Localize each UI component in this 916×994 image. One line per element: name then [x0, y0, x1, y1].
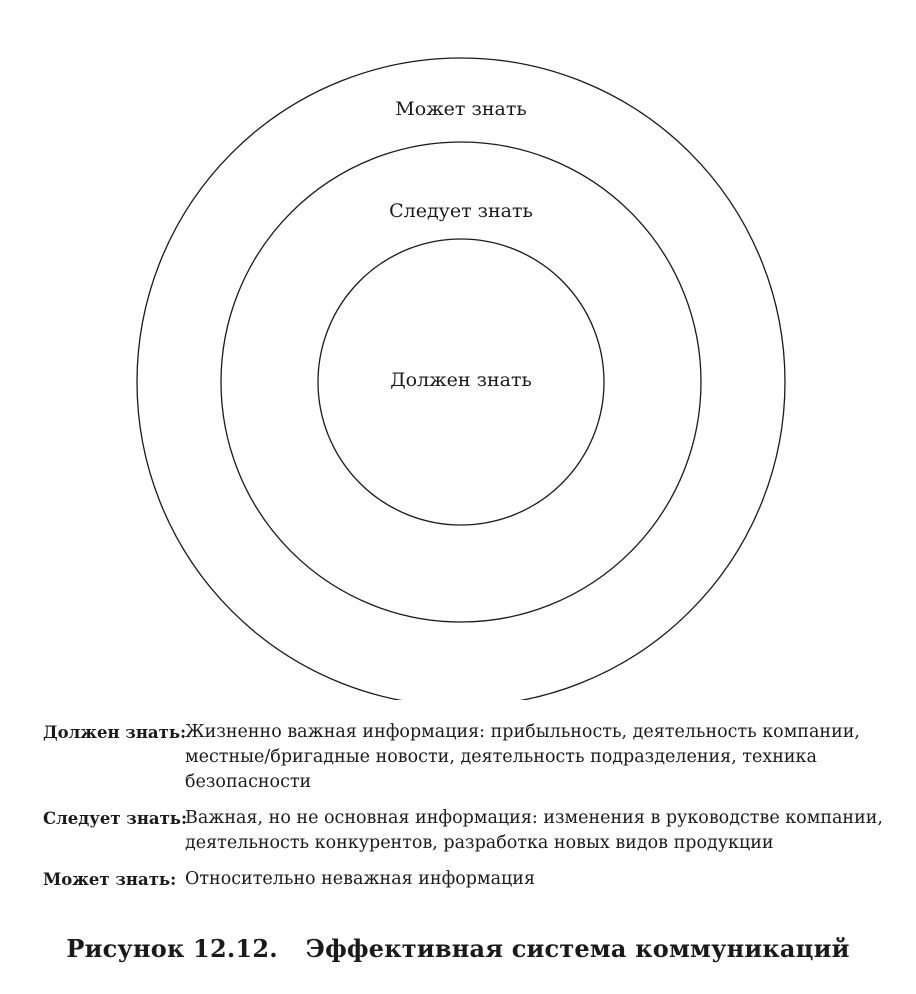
middle-circle-label: Следует знать	[389, 200, 533, 222]
figure-caption	[0, 934, 916, 963]
figure-number: Рисунок 12.12.	[66, 934, 278, 963]
legend	[43, 720, 893, 903]
legend-term: Может знать:	[43, 870, 177, 889]
inner-circle-label: Должен знать	[390, 369, 532, 391]
outer-circle-label: Может знать	[395, 98, 527, 120]
legend-row-must-know	[43, 720, 893, 795]
legend-description: Важная, но не основная информация: изменения в руководстве компании, деятельность конкурентов, разработка новых видов продукции	[185, 808, 883, 853]
legend-term: Следует знать:	[43, 809, 188, 828]
legend-row-should-know	[43, 806, 893, 856]
legend-description: Жизненно важная информация: прибыльность, деятельность компании, местные/бригадные новости, деятельность подразделения, техника безопасности	[185, 722, 860, 792]
legend-row-may-know	[43, 867, 893, 892]
legend-description: Относительно неважная информация	[185, 869, 536, 889]
figure-title: Эффективная система коммуникаций	[305, 934, 850, 963]
legend-term: Должен знать:	[43, 723, 187, 742]
